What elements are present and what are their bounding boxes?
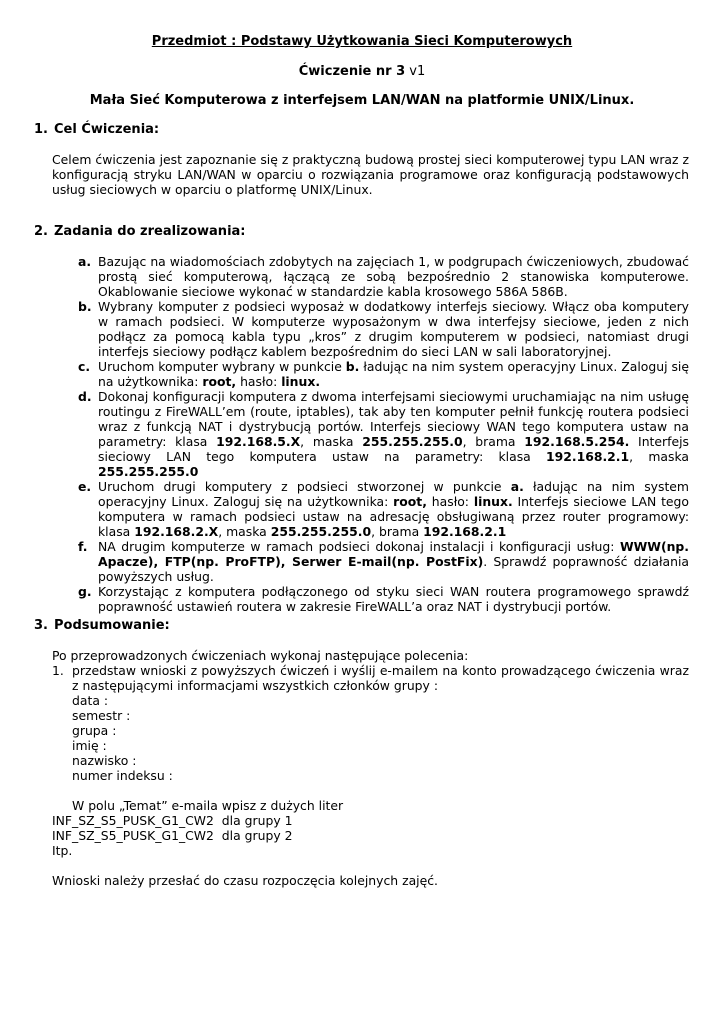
email-subject-hint: W polu „Temat” e-maila wpisz z dużych liter xyxy=(72,798,344,813)
section-3-heading xyxy=(34,618,170,633)
subject-title: Przedmiot : Podstawy Użytkowania Sieci Komputerowych xyxy=(151,34,573,49)
lan-address: 192.168.2.1 xyxy=(546,449,630,464)
subject-line-2: INF_SZ_S5_PUSK_G1_CW2 dla grupy 2 xyxy=(52,828,293,843)
section-1-heading xyxy=(34,122,159,137)
exercise-number xyxy=(0,64,724,79)
task-item-c xyxy=(52,359,689,389)
client-mask: 255.255.255.0 xyxy=(270,524,372,539)
task-item-e xyxy=(52,479,689,539)
section-1-text: Celem ćwiczenia jest zapoznanie się z praktyczną budową prostej sieci komputerowej typu LAN wraz z konfiguracją stryku LAN/WAN w oparciu o rozwiązania programowe oraz konfiguracją podstawowych usług sieciowych w oparciu o platformę UNIX/Linux. xyxy=(52,152,689,197)
field-semestr: semestr : xyxy=(72,708,131,723)
login-user: root, xyxy=(393,494,427,509)
task-text: Uruchom komputer wybrany w punkcie xyxy=(98,359,346,374)
task-item-b xyxy=(52,299,689,359)
task-text: Interfejs sieciowy LAN tego komputera ustaw na parametry: klasa xyxy=(98,434,690,464)
client-gateway: 192.168.2.1 xyxy=(423,524,507,539)
task-text: Uruchom drugi komputery z podsieci stworzonej w punkcie xyxy=(98,479,511,494)
client-address: 192.168.2.X xyxy=(134,524,219,539)
subject-line-3: Itp. xyxy=(52,843,73,858)
field-data: data : xyxy=(72,693,109,708)
task-text: , brama xyxy=(462,434,525,449)
section-1-number: 1. xyxy=(34,122,48,137)
document-title: Mała Sieć Komputerowa z interfejsem LAN/WAN na platformie UNIX/Linux. xyxy=(89,93,635,108)
task-text: hasło: xyxy=(236,374,282,389)
exercise-label: Ćwiczenie nr 3 xyxy=(298,64,406,79)
task-item-g xyxy=(52,584,689,614)
task-label: f. xyxy=(78,539,88,554)
lan-mask: 255.255.255.0 xyxy=(98,464,199,479)
task-text: Korzystając z komputera podłączonego od styku sieci WAN routera programowego sprawdź poprawność ustawień routera w zakresie FireWALL’a oraz NAT i dystrybucji portów. xyxy=(98,584,689,614)
field-numer-indeksu: numer indeksu : xyxy=(72,768,173,783)
task-text: , maska xyxy=(218,524,271,539)
wan-gateway: 192.168.5.254. xyxy=(524,434,630,449)
services-list: WWW(np. Apacze), FTP(np. ProFTP), Serwer E-mail(np. PostFix) xyxy=(98,539,689,569)
task-text: . Sprawdź poprawność działania powyższych usług. xyxy=(98,554,689,584)
section-2-number: 2. xyxy=(34,224,48,239)
task-text: NA drugim komputerze w ramach podsieci dokonaj instalacji i konfiguracji usług: xyxy=(98,539,620,554)
task-text: hasło: xyxy=(426,494,474,509)
task-label: c. xyxy=(78,359,91,374)
task-item-a xyxy=(52,254,689,299)
task-text: ładując na nim system operacyjny Linux. Zaloguj się na użytkownika: xyxy=(98,479,689,509)
task-label: b. xyxy=(78,299,92,314)
subject-line-1: INF_SZ_S5_PUSK_G1_CW2 dla grupy 1 xyxy=(52,813,293,828)
exercise-version: v1 xyxy=(409,64,426,79)
section-1-title: Cel Ćwiczenia: xyxy=(54,122,160,137)
task-label: e. xyxy=(78,479,92,494)
task-item-f xyxy=(52,539,689,584)
task-text: Dokonaj konfiguracji komputera z dwoma interfejsami sieciowymi uruchamiając na nim usługę routingu z FireWALL’em (route, iptables), tak aby ten komputer pełnił funkcję routera podsieci wraz z funkcją NAT i dystrybucją portów. Interfejs sieciowy WAN tego komputera ustaw na parametry: klasa xyxy=(98,389,689,449)
task-text: , brama xyxy=(371,524,424,539)
field-grupa: grupa : xyxy=(72,723,117,738)
wan-mask: 255.255.255.0 xyxy=(362,434,463,449)
summary-point-1 xyxy=(52,663,689,693)
field-imie: imię : xyxy=(72,738,107,753)
login-password: linux. xyxy=(281,374,321,389)
deadline-note: Wnioski należy przesłać do czasu rozpoczęcia kolejnych zajęć. xyxy=(52,873,438,888)
task-ref: b. xyxy=(345,359,360,374)
task-ref: a. xyxy=(510,479,524,494)
point-number: 1. xyxy=(52,663,64,678)
field-nazwisko: nazwisko : xyxy=(72,753,137,768)
section-2-title: Zadania do zrealizowania: xyxy=(54,224,246,239)
login-password: linux. xyxy=(473,494,513,509)
task-text: Wybrany komputer z podsieci wyposaż w dodatkowy interfejs sieciowy. Włącz oba komputery w ramach podsieci. W komputerze wyposażonym w dwa interfejsy sieciowe, jeden z nich podłącz za pomocą kabla typu „kros” z drugim komputerem w podsieci, natomiast drugi interfejs sieciowy podłącz kablem bezpośrednim do sieci LAN w sali laboratoryjnej. xyxy=(98,299,689,359)
task-label: g. xyxy=(78,584,92,599)
task-text: ładując na nim system operacyjny Linux. Zaloguj się na użytkownika: xyxy=(98,359,690,389)
task-text: Bazując na wiadomościach zdobytych na zajęciach 1, w podgrupach ćwiczeniowych, zbudować prostą sieć komputerową, łączącą ze sobą bezpośrednio 2 stanowiska komputerowe. Okablowanie sieciowe wykonać w standardzie kabla krosowego 586A 586B. xyxy=(98,254,689,299)
member-fields xyxy=(52,693,689,783)
point-text: przedstaw wnioski z powyższych ćwiczeń i wyślij e-mailem na konto prowadzącego ćwiczenia wraz z następującymi informacjami wszystkich członków grupy : xyxy=(72,663,689,693)
task-text: , maska xyxy=(629,449,689,464)
task-item-d xyxy=(52,389,689,479)
task-list xyxy=(52,254,689,614)
wan-address: 192.168.5.X xyxy=(216,434,301,449)
task-label: a. xyxy=(78,254,92,269)
login-user: root, xyxy=(202,374,237,389)
section-3-title: Podsumowanie: xyxy=(54,618,170,633)
section-2-heading xyxy=(34,224,246,239)
task-text: , maska xyxy=(300,434,363,449)
task-label: d. xyxy=(78,389,92,404)
task-text: Interfejs sieciowe LAN tego komputera w ramach podsieci ustaw na adresację obsługiwaną przez router programowy: klasa xyxy=(98,494,689,539)
summary-intro: Po przeprowadzonych ćwiczeniach wykonaj następujące polecenia: xyxy=(52,648,469,663)
section-3-number: 3. xyxy=(34,618,48,633)
summary-block xyxy=(52,648,689,888)
